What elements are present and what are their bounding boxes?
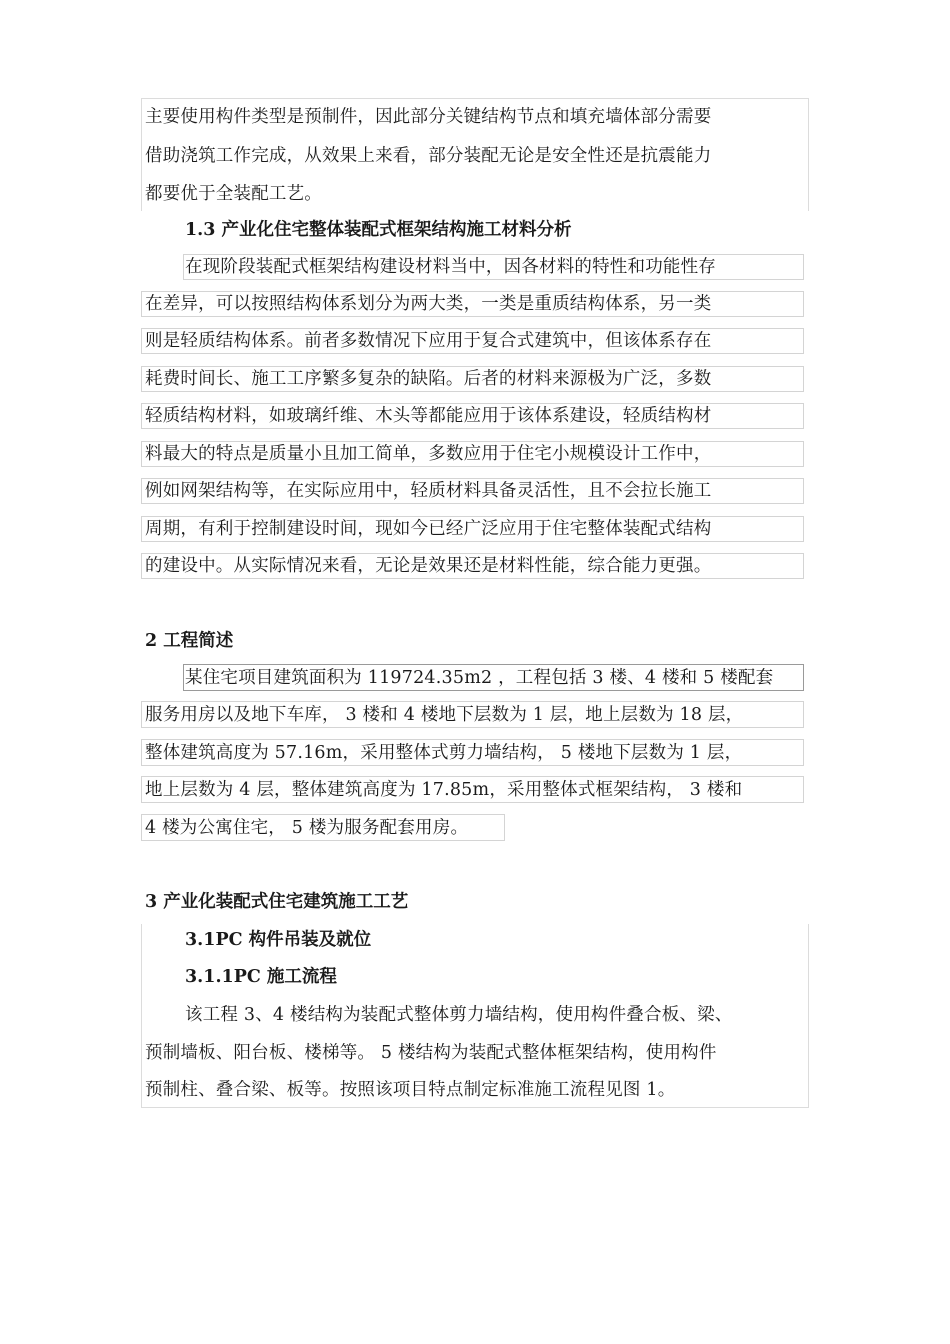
paragraph-line: 某住宅项目建筑面积为 119724.35m2 ，工程包括 3 楼、4 楼和 5 楼配套 bbox=[185, 668, 774, 688]
section-heading-3: 3 产业化装配式住宅建筑施工工艺 bbox=[145, 892, 409, 912]
paragraph-line: 的建设中。从实际情况来看，无论是效果还是材料性能，综合能力更强。 bbox=[145, 556, 712, 576]
paragraph-line: 在差异，可以按照结构体系划分为两大类，一类是重质结构体系，另一类 bbox=[145, 294, 712, 314]
paragraph-line: 料最大的特点是质量小且加工简单，多数应用于住宅小规模设计工作中， bbox=[145, 444, 712, 464]
paragraph-line: 例如网架结构等，在实际应用中，轻质材料具备灵活性，且不会拉长施工 bbox=[145, 481, 712, 501]
paragraph-line: 该工程 3、4 楼结构为装配式整体剪力墙结构，使用构件叠合板、梁、 bbox=[185, 1005, 733, 1025]
intro-line: 都要优于全装配工艺。 bbox=[145, 184, 322, 204]
sub-heading-3-1: 3.1PC 构件吊装及就位 bbox=[185, 930, 372, 950]
paragraph-line: 耗费时间长、施工工序繁多复杂的缺陷。后者的材料来源极为广泛，多数 bbox=[145, 369, 712, 389]
paragraph-line: 预制墙板、阳台板、楼梯等。 5 楼结构为装配式整体框架结构，使用构件 bbox=[145, 1043, 717, 1063]
paragraph-line: 轻质结构材料，如玻璃纤维、木头等都能应用于该体系建设，轻质结构材 bbox=[145, 406, 712, 426]
section-heading-1-3: 1.3 产业化住宅整体装配式框架结构施工材料分析 bbox=[185, 220, 572, 240]
paragraph-line: 在现阶段装配式框架结构建设材料当中，因各材料的特性和功能性存 bbox=[185, 257, 716, 277]
intro-line: 借助浇筑工作完成，从效果上来看，部分装配无论是安全性还是抗震能力 bbox=[145, 146, 712, 166]
section-heading-2: 2 工程简述 bbox=[145, 631, 234, 651]
paragraph-line: 周期，有利于控制建设时间，现如今已经广泛应用于住宅整体装配式结构 bbox=[145, 519, 712, 539]
paragraph-line: 地上层数为 4 层，整体建筑高度为 17.85m，采用整体式框架结构， 3 楼和 bbox=[145, 780, 743, 800]
paragraph-line: 4 楼为公寓住宅， 5 楼为服务配套用房。 bbox=[145, 818, 469, 838]
paragraph-line: 服务用房以及地下车库， 3 楼和 4 楼地下层数为 1 层，地上层数为 18 层， bbox=[145, 705, 744, 725]
sub-heading-3-1-1: 3.1.1PC 施工流程 bbox=[185, 967, 337, 987]
paragraph-line: 预制柱、叠合梁、板等。按照该项目特点制定标准施工流程见图 1。 bbox=[145, 1080, 676, 1100]
intro-line: 主要使用构件类型是预制件，因此部分关键结构节点和填充墙体部分需要 bbox=[145, 107, 712, 127]
paragraph-line: 则是轻质结构体系。前者多数情况下应用于复合式建筑中，但该体系存在 bbox=[145, 331, 712, 351]
paragraph-line: 整体建筑高度为 57.16m，采用整体式剪力墙结构， 5 楼地下层数为 1 层， bbox=[145, 743, 743, 763]
